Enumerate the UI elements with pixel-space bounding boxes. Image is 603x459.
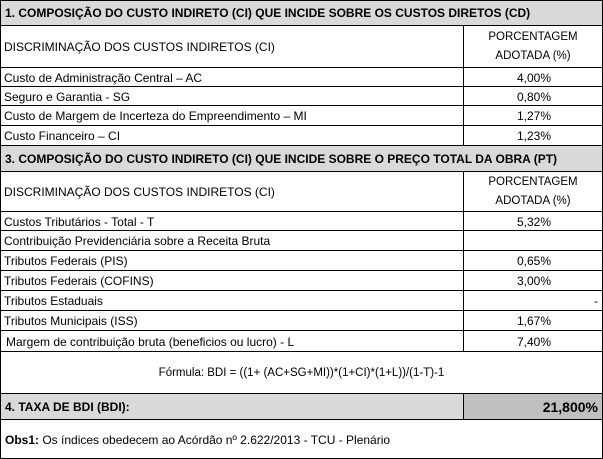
section-4-row — [0, 394, 603, 420]
obs-label: Obs1: — [5, 432, 40, 447]
table-row — [0, 126, 603, 145]
row-label: Tributos Federais (COFINS) — [4, 274, 154, 288]
row-value: 1,67% — [516, 314, 551, 328]
section-1-col-left: DISCRIMINAÇÃO DOS CUSTOS INDIRETOS (CI) — [4, 40, 275, 54]
section-1-title: 1. COMPOSIÇÃO DO CUSTO INDIRETO (CI) QUE INCIDE SOBRE OS CUSTOS DIRETOS (CD) — [5, 6, 531, 20]
grid-line — [0, 230, 603, 231]
grid-line — [0, 250, 603, 251]
bdi-formula: Fórmula: BDI = ((1+ (AC+SG+MI))*(1+CI)*(1+L))/(1-T)-1 — [158, 367, 445, 379]
row-value: 0,80% — [516, 89, 551, 104]
row-label: Custos Tributários - Total - T — [4, 214, 155, 229]
grid-line — [0, 351, 603, 352]
row-value: 1,27% — [516, 109, 551, 123]
row-value: 1,23% — [516, 128, 551, 143]
section-3-col-left: DISCRIMINAÇÃO DOS CUSTOS INDIRETOS (CI) — [4, 185, 275, 199]
table-row — [0, 291, 603, 311]
row-label: Custo Financeiro – CI — [4, 128, 121, 143]
section-3-header — [0, 145, 603, 172]
grid-line — [0, 290, 603, 291]
section-3-col-right-line1: PORCENTAGEM — [488, 176, 578, 188]
grid-line — [463, 172, 464, 352]
table-row — [0, 231, 603, 251]
grid-line — [0, 105, 603, 106]
row-value: 5,32% — [516, 214, 551, 229]
section-3-col-right-line2: ADOTADA (%) — [495, 195, 571, 207]
formula-row — [0, 352, 603, 394]
row-value: - — [594, 294, 598, 308]
section-4-title: 4. TAXA DE BDI (BDI): — [0, 394, 463, 420]
table-row — [0, 331, 603, 352]
grid-line — [0, 310, 603, 311]
section-1-column-header — [0, 26, 603, 68]
row-value: 3,00% — [516, 274, 551, 288]
grid-line — [0, 211, 603, 212]
row-label: Custo de Margem de Incerteza do Empreendimento – MI — [4, 109, 307, 123]
grid-line — [463, 394, 464, 420]
grid-line — [463, 26, 464, 145]
row-value: 0,65% — [516, 254, 551, 268]
table-row — [0, 251, 603, 271]
row-label: Contribuição Previdenciária sobre a Receita Bruta — [4, 234, 271, 248]
table-row — [0, 106, 603, 126]
row-value: 7,40% — [516, 334, 551, 349]
obs-note — [0, 420, 603, 459]
grid-line — [0, 393, 603, 394]
grid-line — [0, 67, 603, 68]
grid-line — [0, 330, 603, 331]
row-label: Custo de Administração Central – AC — [4, 70, 203, 85]
section-1-col-right-line1: PORCENTAGEM — [488, 31, 578, 43]
section-3-title: 3. COMPOSIÇÃO DO CUSTO INDIRETO (CI) QUE INCIDE SOBRE O PREÇO TOTAL DA OBRA (PT) — [5, 151, 558, 166]
section-1-col-right — [463, 26, 603, 68]
row-label: Seguro e Garantia - SG — [4, 89, 131, 104]
table-row — [0, 87, 603, 106]
obs-row — [0, 420, 603, 459]
section-3-col-right — [463, 172, 603, 212]
section-1-header — [0, 0, 603, 26]
section-1-col-right-line2: ADOTADA (%) — [495, 50, 571, 62]
bdi-value: 21,800% — [463, 394, 603, 420]
grid-line — [0, 419, 603, 420]
row-label: Tributos Municipais (ISS) — [4, 314, 138, 328]
grid-line — [0, 125, 603, 126]
obs-text: Os índices obedecem ao Acórdão nº 2.622/2013 - TCU - Plenário — [39, 432, 391, 447]
table-row — [0, 311, 603, 331]
grid-line — [0, 270, 603, 271]
grid-line — [0, 86, 603, 87]
table-row — [0, 212, 603, 231]
section-3-column-header — [0, 172, 603, 212]
row-label: Tributos Estaduais — [4, 294, 103, 308]
row-value: 4,00% — [516, 70, 551, 85]
row-label: Margem de contribuição bruta (beneficios ou lucro) - L — [6, 334, 295, 349]
table-row — [0, 271, 603, 291]
table-row — [0, 68, 603, 87]
row-label: Tributos Federais (PIS) — [4, 254, 128, 268]
grid-line — [0, 0, 1, 459]
row-value — [463, 231, 603, 251]
